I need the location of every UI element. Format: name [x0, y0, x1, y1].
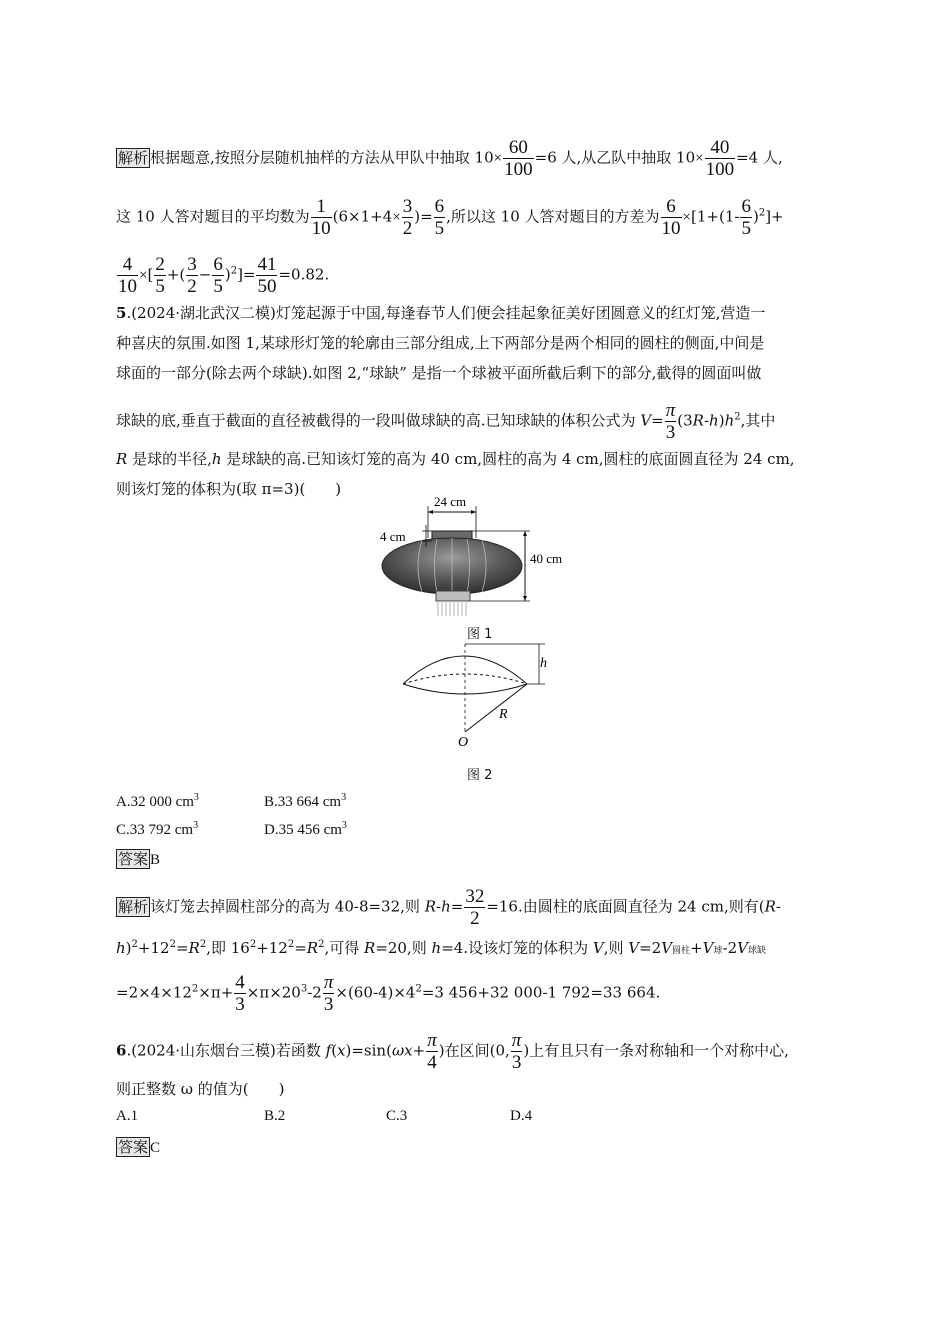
- p4-line-3: $\frac{4}{10}$ ×[ $\frac{2}{5}$ +( $\frac{3}{2}$ − $\frac{6}{5}$ )$^2$]= $\frac{41}{50}$ =0.82.: [118, 254, 330, 297]
- q5-solution-line-1: 解析 该灯笼去掉圆柱部分的高为 40-8=32,则 R-h= $\frac{32}{2}$ =16.由圆柱的底面圆直径为 24 cm,则有(R-: [118, 886, 781, 929]
- question-number: 6: [116, 1041, 127, 1060]
- fraction: $\frac{6}{10}$: [661, 196, 681, 239]
- fraction: $\frac{32}{2}$: [465, 886, 485, 929]
- label-R: R: [499, 707, 508, 722]
- q5-solution-line-3: $=2\times 4\times 12^2\times\pi+$ $\frac{4}{3}$ $\times\pi\times 20^3-2$ $\frac{\pi}{3}$ $\times(60-4)\times 4^2=3$ 456+32 000-1 792=33 664.: [116, 972, 661, 1015]
- spherical-cap-figure: [395, 640, 565, 755]
- text: .(2024·湖北武汉二模)灯笼起源于中国,每逢春节人们便会挂起象征美好团圆意义的红灯笼,营造一: [126, 304, 766, 322]
- fraction: $\frac{6}{5}$: [213, 254, 223, 297]
- analysis-tag: 解析: [118, 897, 149, 916]
- fraction: $\frac{6}{5}$: [741, 196, 751, 239]
- option-c[interactable]: C.3: [386, 1108, 408, 1124]
- q6-answer: [116, 1138, 160, 1157]
- text: =6 人,从乙队中抽取 10: [534, 148, 696, 167]
- fraction: $\frac{4}{3}$: [235, 972, 245, 1015]
- times-sign: ×: [682, 209, 692, 226]
- answer-value: C: [150, 1140, 161, 1156]
- q5-line-3: [116, 364, 761, 382]
- dim-24cm: 24 cm: [434, 494, 467, 509]
- text: 球面的一部分(除去两个球缺).如图 2,“球缺” 是指一个球被平面所截后剩下的部分,截得的圆面叫做: [116, 364, 762, 382]
- q5-line-5: R 是球的半径,h 是球缺的高.已知该灯笼的高为 40 cm,圆柱的高为 4 cm,圆柱的底面圆直径为 24 cm,: [116, 450, 795, 468]
- q5-solution-line-2: $h)^2+12^2=R^2$,即 $16^2+12^2=R^2$,可得 R=20,则 h=4.设该灯笼的体积为 V,则 V=2V圆柱+V球-2V球缺: [116, 939, 766, 957]
- q5-line-6: [116, 480, 341, 498]
- fraction: $\frac{41}{50}$: [257, 254, 277, 297]
- text: 根据题意,按照分层随机抽样的方法从甲队中抽取 10: [150, 148, 494, 167]
- fraction: $\frac{\pi}{3}$: [665, 400, 676, 443]
- text: ]=: [237, 265, 256, 284]
- dim-4cm: 4 cm: [380, 529, 406, 544]
- option-a[interactable]: A.32 000 $cm^3$: [116, 792, 199, 810]
- fraction: $\frac{\pi}{4}$: [427, 1030, 437, 1073]
- figure-2-caption: 图 2: [467, 768, 493, 783]
- q5-answer: [116, 850, 160, 869]
- text: 球缺的底,垂直于截面的直径被截得的一段叫做球缺的高.已知球缺的体积公式为: [116, 411, 641, 430]
- text: =4 人,: [736, 148, 783, 167]
- figure-1-caption: 图 1: [467, 627, 493, 642]
- times-sign: ×: [493, 150, 503, 167]
- label-O: O: [458, 735, 469, 750]
- p4-line-1: [116, 137, 783, 180]
- fraction: $\frac{\pi}{3}$: [511, 1030, 522, 1073]
- fraction: $\frac{60}{100}$: [504, 137, 533, 180]
- label-h: h: [540, 656, 547, 671]
- text: [1+(1-: [691, 207, 740, 226]
- text: =0.82.: [278, 265, 330, 284]
- text: 则该灯笼的体积为(取 π=3)( ): [116, 480, 342, 498]
- fraction: $\frac{2}{5}$: [155, 254, 165, 297]
- text: [: [147, 265, 154, 284]
- question-number: 5: [116, 304, 127, 322]
- fraction: $\frac{\pi}{3}$: [323, 972, 334, 1015]
- option-d[interactable]: D.4: [510, 1108, 533, 1124]
- option-d[interactable]: D.35 456 $cm^3$: [264, 820, 347, 838]
- fraction: $\frac{3}{2}$: [402, 196, 413, 239]
- text: −: [198, 265, 212, 284]
- q5-line-4: 球缺的底,垂直于截面的直径被截得的一段叫做球缺的高.已知球缺的体积公式为 V= $\frac{\pi}{3}$ $(3R-h)h^2$,其中: [116, 400, 776, 443]
- q6-line-1: 6.(2024·山东烟台三模)若函数 f(x)=sin(ωx+ $\frac{\pi}{4}$ )在区间(0, $\frac{\pi}{3}$ )上有且只有一条对称轴和一个对称中心,: [116, 1030, 789, 1073]
- p4-line-2: 这 10 人答对题目的平均数为 $\frac{1}{10}$ (6×1+4× $\frac{3}{2}$ )= $\frac{6}{5}$ ,所以这 10 人答对题目的方差为 $\frac{6}{10}$ ×[1+(1- $\frac{6}{5}$ )$^2$]+: [116, 196, 784, 239]
- option-c[interactable]: C.33 792 $cm^3$: [116, 820, 199, 838]
- answer-value: B: [150, 852, 161, 868]
- option-a[interactable]: A.1: [116, 1108, 139, 1124]
- fraction: $\frac{1}{10}$: [311, 196, 331, 239]
- option-b[interactable]: B.2: [264, 1108, 286, 1124]
- text: +(: [166, 265, 186, 284]
- text: 这 10 人答对题目的平均数为: [116, 207, 310, 226]
- times-sign: ×: [392, 209, 401, 226]
- analysis-tag: 解析: [118, 148, 149, 167]
- fraction: $\frac{40}{100}$: [705, 137, 735, 180]
- q5-line-1: [116, 304, 765, 322]
- text: ): [752, 207, 759, 226]
- q6-line-2: 则正整数 ω 的值为( ): [116, 1080, 285, 1098]
- times-sign: ×: [695, 150, 704, 167]
- answer-tag: 答案: [118, 850, 149, 868]
- fraction: $\frac{4}{10}$: [118, 254, 137, 297]
- fraction: $\frac{3}{2}$: [187, 254, 197, 297]
- text: ,所以这 10 人答对题目的方差为: [446, 207, 660, 226]
- text: 种喜庆的氛围.如图 1,某球形灯笼的轮廓由三部分组成,上下两部分是两个相同的圆柱的侧面,中间是: [116, 334, 765, 352]
- fraction: $\frac{6}{5}$: [434, 196, 445, 239]
- q5-line-2: [116, 334, 764, 352]
- text: ): [224, 265, 231, 284]
- text: ]+: [765, 207, 784, 226]
- text: (6×1+4: [332, 207, 393, 226]
- lantern-figure: [370, 494, 590, 634]
- text: )=: [414, 207, 433, 226]
- answer-tag: 答案: [118, 1138, 149, 1156]
- dim-40cm: 40 cm: [530, 551, 563, 566]
- option-b[interactable]: B.33 664 $cm^3$: [264, 792, 347, 810]
- times-sign: ×: [139, 267, 148, 284]
